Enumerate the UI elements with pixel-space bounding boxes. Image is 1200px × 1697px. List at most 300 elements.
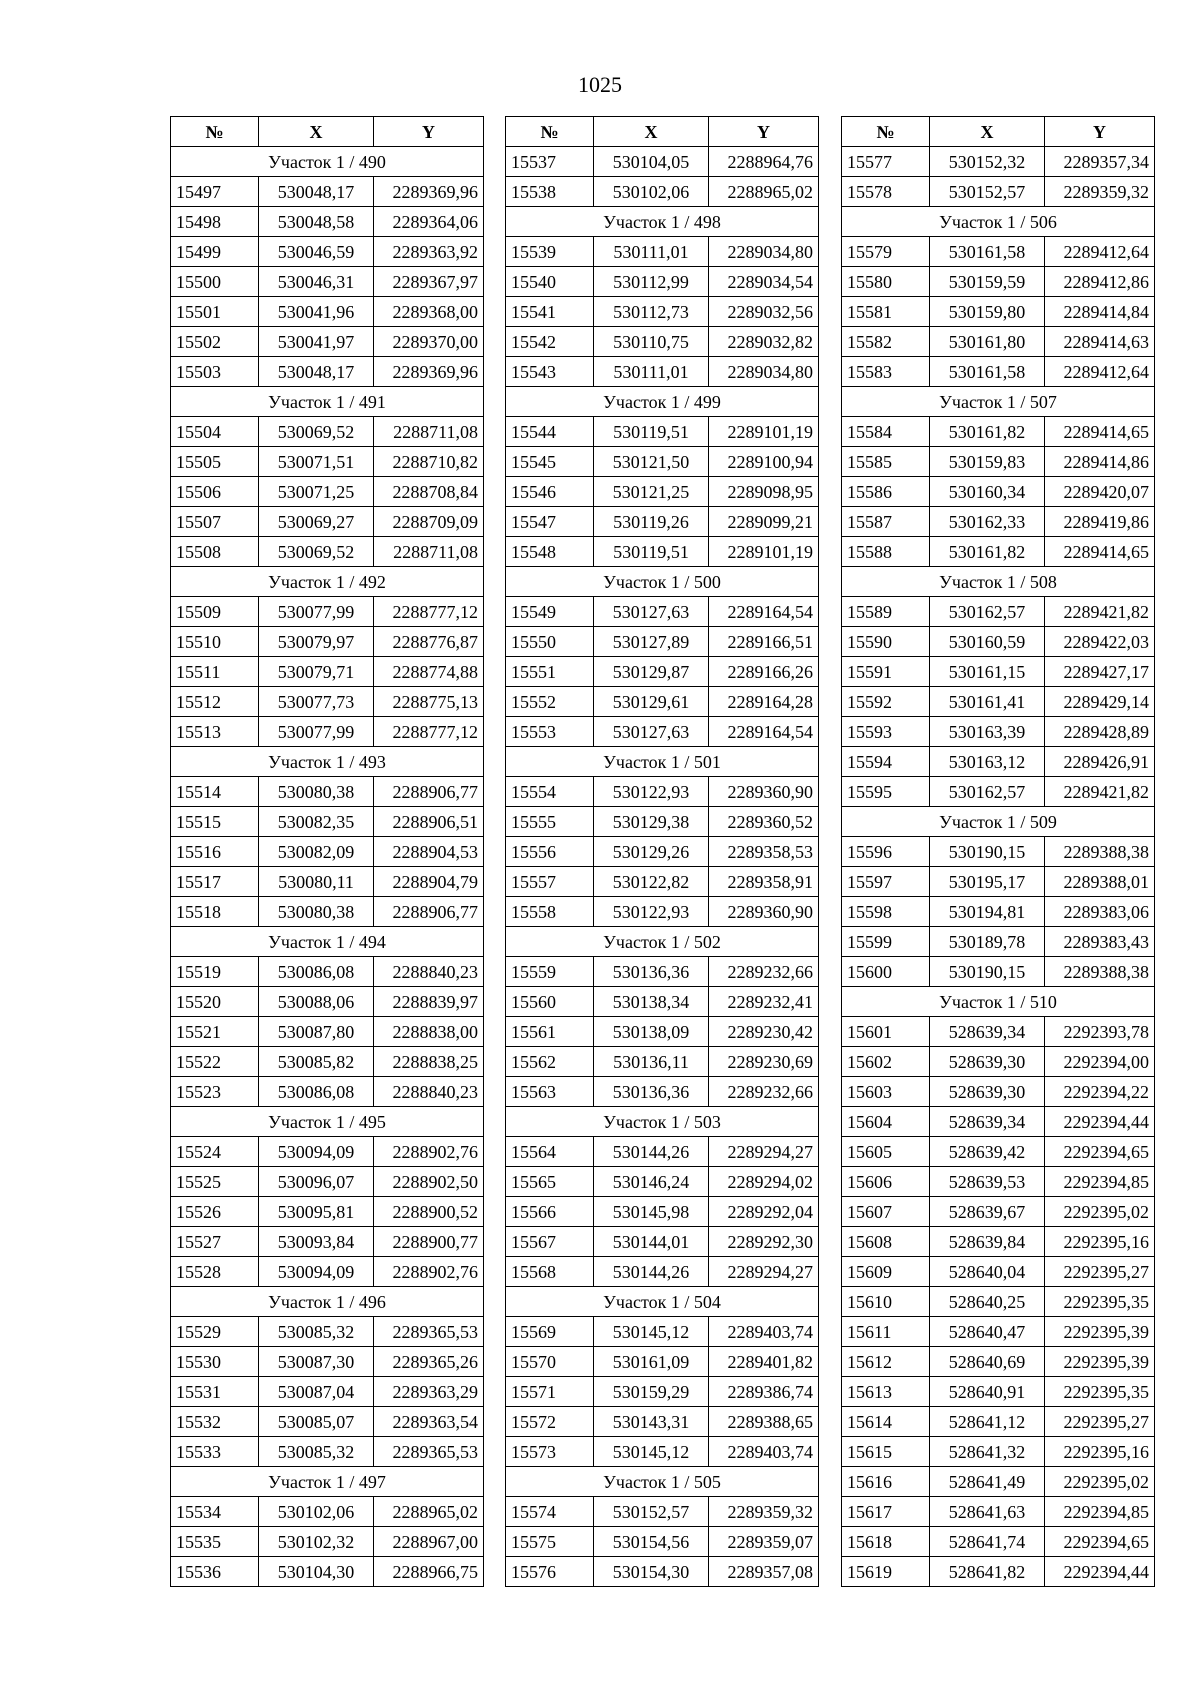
x-coordinate-cell: 530161,41 bbox=[930, 687, 1045, 717]
x-coordinate-cell: 530111,01 bbox=[594, 357, 709, 387]
point-number-cell: 15598 bbox=[842, 897, 930, 927]
x-coordinate-cell: 530129,38 bbox=[594, 807, 709, 837]
point-number-cell: 15592 bbox=[842, 687, 930, 717]
point-number-cell: 15617 bbox=[842, 1497, 930, 1527]
x-coordinate-cell: 530194,81 bbox=[930, 897, 1045, 927]
x-coordinate-cell: 530094,09 bbox=[259, 1137, 374, 1167]
y-coordinate-cell: 2289419,86 bbox=[1045, 507, 1155, 537]
x-coordinate-cell: 530122,93 bbox=[594, 897, 709, 927]
y-coordinate-cell: 2289164,28 bbox=[709, 687, 819, 717]
header-x: X bbox=[259, 117, 374, 147]
section-row bbox=[842, 567, 1155, 597]
section-title: Участок 1 / 506 bbox=[842, 207, 1155, 237]
table-row bbox=[842, 717, 1155, 747]
table-header-row bbox=[842, 117, 1155, 147]
point-number-cell: 15519 bbox=[171, 957, 259, 987]
x-coordinate-cell: 530071,51 bbox=[259, 447, 374, 477]
point-number-cell: 15520 bbox=[171, 987, 259, 1017]
section-row bbox=[171, 1287, 484, 1317]
table-row bbox=[842, 867, 1155, 897]
point-number-cell: 15557 bbox=[506, 867, 594, 897]
table-row bbox=[506, 507, 819, 537]
section-title: Участок 1 / 508 bbox=[842, 567, 1155, 597]
point-number-cell: 15518 bbox=[171, 897, 259, 927]
y-coordinate-cell: 2288902,76 bbox=[374, 1137, 484, 1167]
x-coordinate-cell: 530152,57 bbox=[930, 177, 1045, 207]
table-row bbox=[842, 1257, 1155, 1287]
section-title: Участок 1 / 491 bbox=[171, 387, 484, 417]
point-number-cell: 15572 bbox=[506, 1407, 594, 1437]
point-number-cell: 15605 bbox=[842, 1137, 930, 1167]
point-number-cell: 15601 bbox=[842, 1017, 930, 1047]
point-number-cell: 15553 bbox=[506, 717, 594, 747]
x-coordinate-cell: 530102,32 bbox=[259, 1527, 374, 1557]
point-number-cell: 15521 bbox=[171, 1017, 259, 1047]
x-coordinate-cell: 530085,07 bbox=[259, 1407, 374, 1437]
table-row bbox=[842, 267, 1155, 297]
table-row bbox=[171, 1347, 484, 1377]
y-coordinate-cell: 2288906,77 bbox=[374, 777, 484, 807]
point-number-cell: 15546 bbox=[506, 477, 594, 507]
y-coordinate-cell: 2289359,07 bbox=[709, 1527, 819, 1557]
header-x: X bbox=[594, 117, 709, 147]
table-row bbox=[506, 1257, 819, 1287]
point-number-cell: 15588 bbox=[842, 537, 930, 567]
point-number-cell: 15575 bbox=[506, 1527, 594, 1557]
y-coordinate-cell: 2289429,14 bbox=[1045, 687, 1155, 717]
y-coordinate-cell: 2289164,54 bbox=[709, 597, 819, 627]
table-row bbox=[506, 1527, 819, 1557]
section-row bbox=[506, 1287, 819, 1317]
table-row bbox=[506, 537, 819, 567]
x-coordinate-cell: 530190,15 bbox=[930, 837, 1045, 867]
x-coordinate-cell: 530096,07 bbox=[259, 1167, 374, 1197]
point-number-cell: 15611 bbox=[842, 1317, 930, 1347]
x-coordinate-cell: 530087,04 bbox=[259, 1377, 374, 1407]
table-row bbox=[842, 1377, 1155, 1407]
y-coordinate-cell: 2288711,08 bbox=[374, 417, 484, 447]
point-number-cell: 15599 bbox=[842, 927, 930, 957]
table-row bbox=[842, 1467, 1155, 1497]
point-number-cell: 15597 bbox=[842, 867, 930, 897]
y-coordinate-cell: 2289357,08 bbox=[709, 1557, 819, 1587]
point-number-cell: 15615 bbox=[842, 1437, 930, 1467]
section-title: Участок 1 / 496 bbox=[171, 1287, 484, 1317]
x-coordinate-cell: 530048,17 bbox=[259, 357, 374, 387]
point-number-cell: 15614 bbox=[842, 1407, 930, 1437]
table-row bbox=[506, 777, 819, 807]
x-coordinate-cell: 530144,01 bbox=[594, 1227, 709, 1257]
section-row bbox=[171, 1467, 484, 1497]
x-coordinate-cell: 530048,58 bbox=[259, 207, 374, 237]
point-number-cell: 15503 bbox=[171, 357, 259, 387]
point-number-cell: 15565 bbox=[506, 1167, 594, 1197]
point-number-cell: 15558 bbox=[506, 897, 594, 927]
x-coordinate-cell: 530121,50 bbox=[594, 447, 709, 477]
table-row bbox=[171, 1167, 484, 1197]
x-coordinate-cell: 528640,69 bbox=[930, 1347, 1045, 1377]
table-row bbox=[171, 1017, 484, 1047]
y-coordinate-cell: 2289230,42 bbox=[709, 1017, 819, 1047]
section-row bbox=[506, 1467, 819, 1497]
table-row bbox=[506, 627, 819, 657]
y-coordinate-cell: 2288775,13 bbox=[374, 687, 484, 717]
x-coordinate-cell: 530161,58 bbox=[930, 237, 1045, 267]
y-coordinate-cell: 2292395,16 bbox=[1045, 1227, 1155, 1257]
section-row bbox=[171, 387, 484, 417]
x-coordinate-cell: 530094,09 bbox=[259, 1257, 374, 1287]
table-row bbox=[506, 1017, 819, 1047]
y-coordinate-cell: 2289359,32 bbox=[1045, 177, 1155, 207]
point-number-cell: 15604 bbox=[842, 1107, 930, 1137]
y-coordinate-cell: 2292394,44 bbox=[1045, 1557, 1155, 1587]
table-row bbox=[842, 1407, 1155, 1437]
table-header-row bbox=[506, 117, 819, 147]
table-row bbox=[171, 1497, 484, 1527]
y-coordinate-cell: 2292395,27 bbox=[1045, 1407, 1155, 1437]
table-row bbox=[506, 1227, 819, 1257]
x-coordinate-cell: 530104,05 bbox=[594, 147, 709, 177]
table-row bbox=[171, 1227, 484, 1257]
table-row bbox=[506, 687, 819, 717]
section-title: Участок 1 / 494 bbox=[171, 927, 484, 957]
y-coordinate-cell: 2289386,74 bbox=[709, 1377, 819, 1407]
x-coordinate-cell: 528639,53 bbox=[930, 1167, 1045, 1197]
x-coordinate-cell: 530129,61 bbox=[594, 687, 709, 717]
x-coordinate-cell: 530136,36 bbox=[594, 957, 709, 987]
x-coordinate-cell: 530161,09 bbox=[594, 1347, 709, 1377]
x-coordinate-cell: 528639,42 bbox=[930, 1137, 1045, 1167]
table-row bbox=[506, 807, 819, 837]
table-row bbox=[842, 1047, 1155, 1077]
point-number-cell: 15591 bbox=[842, 657, 930, 687]
table-row bbox=[842, 537, 1155, 567]
y-coordinate-cell: 2289365,26 bbox=[374, 1347, 484, 1377]
table-row bbox=[506, 147, 819, 177]
y-coordinate-cell: 2289294,02 bbox=[709, 1167, 819, 1197]
y-coordinate-cell: 2292394,85 bbox=[1045, 1167, 1155, 1197]
x-coordinate-cell: 530077,99 bbox=[259, 597, 374, 627]
table-row bbox=[506, 477, 819, 507]
x-coordinate-cell: 528641,63 bbox=[930, 1497, 1045, 1527]
section-title: Участок 1 / 507 bbox=[842, 387, 1155, 417]
x-coordinate-cell: 530143,31 bbox=[594, 1407, 709, 1437]
x-coordinate-cell: 530189,78 bbox=[930, 927, 1045, 957]
x-coordinate-cell: 530152,32 bbox=[930, 147, 1045, 177]
x-coordinate-cell: 530082,35 bbox=[259, 807, 374, 837]
point-number-cell: 15531 bbox=[171, 1377, 259, 1407]
y-coordinate-cell: 2292394,22 bbox=[1045, 1077, 1155, 1107]
point-number-cell: 15568 bbox=[506, 1257, 594, 1287]
section-title: Участок 1 / 490 bbox=[171, 147, 484, 177]
y-coordinate-cell: 2288902,50 bbox=[374, 1167, 484, 1197]
x-coordinate-cell: 530159,80 bbox=[930, 297, 1045, 327]
point-number-cell: 15533 bbox=[171, 1437, 259, 1467]
y-coordinate-cell: 2289369,96 bbox=[374, 357, 484, 387]
point-number-cell: 15562 bbox=[506, 1047, 594, 1077]
y-coordinate-cell: 2288710,82 bbox=[374, 447, 484, 477]
x-coordinate-cell: 530127,63 bbox=[594, 717, 709, 747]
point-number-cell: 15590 bbox=[842, 627, 930, 657]
y-coordinate-cell: 2292395,16 bbox=[1045, 1437, 1155, 1467]
y-coordinate-cell: 2289166,51 bbox=[709, 627, 819, 657]
y-coordinate-cell: 2288965,02 bbox=[374, 1497, 484, 1527]
y-coordinate-cell: 2289358,53 bbox=[709, 837, 819, 867]
section-title: Участок 1 / 505 bbox=[506, 1467, 819, 1497]
table-row bbox=[171, 987, 484, 1017]
y-coordinate-cell: 2289388,38 bbox=[1045, 837, 1155, 867]
y-coordinate-cell: 2289426,91 bbox=[1045, 747, 1155, 777]
x-coordinate-cell: 530119,26 bbox=[594, 507, 709, 537]
y-coordinate-cell: 2292395,02 bbox=[1045, 1467, 1155, 1497]
table-row bbox=[842, 687, 1155, 717]
y-coordinate-cell: 2288906,51 bbox=[374, 807, 484, 837]
point-number-cell: 15541 bbox=[506, 297, 594, 327]
table-row bbox=[842, 1497, 1155, 1527]
point-number-cell: 15502 bbox=[171, 327, 259, 357]
y-coordinate-cell: 2289412,86 bbox=[1045, 267, 1155, 297]
header-y: Y bbox=[709, 117, 819, 147]
point-number-cell: 15500 bbox=[171, 267, 259, 297]
y-coordinate-cell: 2289421,82 bbox=[1045, 777, 1155, 807]
x-coordinate-cell: 530079,97 bbox=[259, 627, 374, 657]
x-coordinate-cell: 530095,81 bbox=[259, 1197, 374, 1227]
x-coordinate-cell: 530136,36 bbox=[594, 1077, 709, 1107]
table-row bbox=[842, 1227, 1155, 1257]
point-number-cell: 15513 bbox=[171, 717, 259, 747]
table-row bbox=[506, 327, 819, 357]
x-coordinate-cell: 530122,82 bbox=[594, 867, 709, 897]
table-row bbox=[171, 177, 484, 207]
table-row bbox=[506, 597, 819, 627]
table-row bbox=[842, 927, 1155, 957]
table-row bbox=[842, 507, 1155, 537]
x-coordinate-cell: 530145,12 bbox=[594, 1317, 709, 1347]
y-coordinate-cell: 2289360,90 bbox=[709, 897, 819, 927]
x-coordinate-cell: 530112,99 bbox=[594, 267, 709, 297]
table-row bbox=[842, 747, 1155, 777]
section-title: Участок 1 / 500 bbox=[506, 567, 819, 597]
point-number-cell: 15576 bbox=[506, 1557, 594, 1587]
table-row bbox=[506, 1347, 819, 1377]
x-coordinate-cell: 530110,75 bbox=[594, 327, 709, 357]
table-row bbox=[842, 627, 1155, 657]
section-row bbox=[506, 927, 819, 957]
y-coordinate-cell: 2289370,00 bbox=[374, 327, 484, 357]
point-number-cell: 15594 bbox=[842, 747, 930, 777]
x-coordinate-cell: 530080,11 bbox=[259, 867, 374, 897]
point-number-cell: 15537 bbox=[506, 147, 594, 177]
page-number: 1025 bbox=[578, 72, 622, 97]
y-coordinate-cell: 2288709,09 bbox=[374, 507, 484, 537]
x-coordinate-cell: 530136,11 bbox=[594, 1047, 709, 1077]
x-coordinate-cell: 530144,26 bbox=[594, 1257, 709, 1287]
point-number-cell: 15579 bbox=[842, 237, 930, 267]
point-number-cell: 15613 bbox=[842, 1377, 930, 1407]
x-coordinate-cell: 530127,89 bbox=[594, 627, 709, 657]
x-coordinate-cell: 530082,09 bbox=[259, 837, 374, 867]
x-coordinate-cell: 528639,34 bbox=[930, 1017, 1045, 1047]
y-coordinate-cell: 2288838,00 bbox=[374, 1017, 484, 1047]
point-number-cell: 15552 bbox=[506, 687, 594, 717]
y-coordinate-cell: 2289369,96 bbox=[374, 177, 484, 207]
y-coordinate-cell: 2292394,65 bbox=[1045, 1527, 1155, 1557]
table-row bbox=[842, 1347, 1155, 1377]
x-coordinate-cell: 528641,49 bbox=[930, 1467, 1045, 1497]
table-row bbox=[171, 417, 484, 447]
table-row bbox=[506, 1557, 819, 1587]
y-coordinate-cell: 2288964,76 bbox=[709, 147, 819, 177]
y-coordinate-cell: 2289166,26 bbox=[709, 657, 819, 687]
table-row bbox=[842, 1557, 1155, 1587]
y-coordinate-cell: 2289427,17 bbox=[1045, 657, 1155, 687]
y-coordinate-cell: 2289034,80 bbox=[709, 237, 819, 267]
y-coordinate-cell: 2289358,91 bbox=[709, 867, 819, 897]
y-coordinate-cell: 2289230,69 bbox=[709, 1047, 819, 1077]
section-title: Участок 1 / 504 bbox=[506, 1287, 819, 1317]
point-number-cell: 15564 bbox=[506, 1137, 594, 1167]
x-coordinate-cell: 530138,34 bbox=[594, 987, 709, 1017]
y-coordinate-cell: 2292395,39 bbox=[1045, 1317, 1155, 1347]
table-row bbox=[506, 237, 819, 267]
table-row bbox=[171, 1437, 484, 1467]
table-row bbox=[842, 597, 1155, 627]
y-coordinate-cell: 2289422,03 bbox=[1045, 627, 1155, 657]
x-coordinate-cell: 530145,98 bbox=[594, 1197, 709, 1227]
x-coordinate-cell: 530046,59 bbox=[259, 237, 374, 267]
point-number-cell: 15509 bbox=[171, 597, 259, 627]
table-row bbox=[506, 1437, 819, 1467]
section-row bbox=[842, 387, 1155, 417]
y-coordinate-cell: 2292395,35 bbox=[1045, 1287, 1155, 1317]
y-coordinate-cell: 2288966,75 bbox=[374, 1557, 484, 1587]
x-coordinate-cell: 530161,82 bbox=[930, 417, 1045, 447]
point-number-cell: 15587 bbox=[842, 507, 930, 537]
table-row bbox=[506, 1317, 819, 1347]
x-coordinate-cell: 528639,84 bbox=[930, 1227, 1045, 1257]
table-row bbox=[506, 447, 819, 477]
point-number-cell: 15539 bbox=[506, 237, 594, 267]
point-number-cell: 15506 bbox=[171, 477, 259, 507]
point-number-cell: 15551 bbox=[506, 657, 594, 687]
x-coordinate-cell: 530159,59 bbox=[930, 267, 1045, 297]
point-number-cell: 15516 bbox=[171, 837, 259, 867]
x-coordinate-cell: 530041,96 bbox=[259, 297, 374, 327]
x-coordinate-cell: 530129,26 bbox=[594, 837, 709, 867]
point-number-cell: 15600 bbox=[842, 957, 930, 987]
point-number-cell: 15548 bbox=[506, 537, 594, 567]
table-row bbox=[171, 867, 484, 897]
y-coordinate-cell: 2288900,52 bbox=[374, 1197, 484, 1227]
x-coordinate-cell: 530086,08 bbox=[259, 1077, 374, 1107]
y-coordinate-cell: 2289098,95 bbox=[709, 477, 819, 507]
table-row bbox=[842, 357, 1155, 387]
point-number-cell: 15512 bbox=[171, 687, 259, 717]
table-row bbox=[842, 1287, 1155, 1317]
coordinate-table-middle bbox=[505, 116, 819, 1587]
point-number-cell: 15534 bbox=[171, 1497, 259, 1527]
y-coordinate-cell: 2289034,80 bbox=[709, 357, 819, 387]
x-coordinate-cell: 530077,99 bbox=[259, 717, 374, 747]
y-coordinate-cell: 2289101,19 bbox=[709, 417, 819, 447]
x-coordinate-cell: 530119,51 bbox=[594, 417, 709, 447]
point-number-cell: 15554 bbox=[506, 777, 594, 807]
table-row bbox=[842, 657, 1155, 687]
table-row bbox=[506, 657, 819, 687]
section-title: Участок 1 / 492 bbox=[171, 567, 484, 597]
point-number-cell: 15555 bbox=[506, 807, 594, 837]
y-coordinate-cell: 2288967,00 bbox=[374, 1527, 484, 1557]
section-title: Участок 1 / 493 bbox=[171, 747, 484, 777]
y-coordinate-cell: 2292394,00 bbox=[1045, 1047, 1155, 1077]
y-coordinate-cell: 2289100,94 bbox=[709, 447, 819, 477]
x-coordinate-cell: 530162,33 bbox=[930, 507, 1045, 537]
y-coordinate-cell: 2289360,52 bbox=[709, 807, 819, 837]
x-coordinate-cell: 530111,01 bbox=[594, 237, 709, 267]
y-coordinate-cell: 2289363,92 bbox=[374, 237, 484, 267]
point-number-cell: 15561 bbox=[506, 1017, 594, 1047]
y-coordinate-cell: 2289359,32 bbox=[709, 1497, 819, 1527]
y-coordinate-cell: 2289412,64 bbox=[1045, 237, 1155, 267]
y-coordinate-cell: 2289365,53 bbox=[374, 1437, 484, 1467]
table-row bbox=[171, 1197, 484, 1227]
point-number-cell: 15569 bbox=[506, 1317, 594, 1347]
y-coordinate-cell: 2289421,82 bbox=[1045, 597, 1155, 627]
point-number-cell: 15550 bbox=[506, 627, 594, 657]
header-number: № bbox=[506, 117, 594, 147]
table-row bbox=[842, 957, 1155, 987]
point-number-cell: 15530 bbox=[171, 1347, 259, 1377]
section-row bbox=[171, 927, 484, 957]
point-number-cell: 15545 bbox=[506, 447, 594, 477]
x-coordinate-cell: 530087,80 bbox=[259, 1017, 374, 1047]
section-title: Участок 1 / 510 bbox=[842, 987, 1155, 1017]
x-coordinate-cell: 528640,47 bbox=[930, 1317, 1045, 1347]
x-coordinate-cell: 530159,83 bbox=[930, 447, 1045, 477]
point-number-cell: 15616 bbox=[842, 1467, 930, 1497]
section-row bbox=[842, 807, 1155, 837]
point-number-cell: 15535 bbox=[171, 1527, 259, 1557]
table-row bbox=[506, 837, 819, 867]
point-number-cell: 15570 bbox=[506, 1347, 594, 1377]
point-number-cell: 15618 bbox=[842, 1527, 930, 1557]
y-coordinate-cell: 2289383,06 bbox=[1045, 897, 1155, 927]
table-row bbox=[171, 1257, 484, 1287]
table-row bbox=[506, 1047, 819, 1077]
point-number-cell: 15571 bbox=[506, 1377, 594, 1407]
y-coordinate-cell: 2289099,21 bbox=[709, 507, 819, 537]
x-coordinate-cell: 530102,06 bbox=[594, 177, 709, 207]
table-row bbox=[506, 1377, 819, 1407]
x-coordinate-cell: 530160,34 bbox=[930, 477, 1045, 507]
x-coordinate-cell: 530122,93 bbox=[594, 777, 709, 807]
y-coordinate-cell: 2292394,65 bbox=[1045, 1137, 1155, 1167]
point-number-cell: 15510 bbox=[171, 627, 259, 657]
point-number-cell: 15514 bbox=[171, 777, 259, 807]
table-row bbox=[171, 627, 484, 657]
table-row bbox=[506, 1167, 819, 1197]
table-row bbox=[171, 327, 484, 357]
x-coordinate-cell: 530102,06 bbox=[259, 1497, 374, 1527]
x-coordinate-cell: 528641,32 bbox=[930, 1437, 1045, 1467]
x-coordinate-cell: 530080,38 bbox=[259, 777, 374, 807]
point-number-cell: 15607 bbox=[842, 1197, 930, 1227]
table-row bbox=[171, 777, 484, 807]
point-number-cell: 15522 bbox=[171, 1047, 259, 1077]
point-number-cell: 15583 bbox=[842, 357, 930, 387]
table-row bbox=[171, 267, 484, 297]
table-row bbox=[842, 1137, 1155, 1167]
